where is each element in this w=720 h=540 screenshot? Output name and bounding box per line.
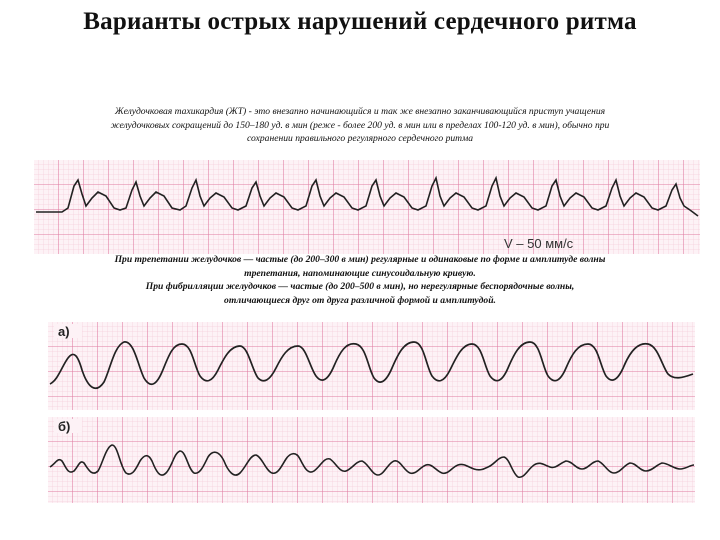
ecg-flutter-svg bbox=[48, 322, 695, 410]
vt-description-line: желудочковых сокращений до 150–180 уд. в мин (реже - более 200 уд. в мин или в пределах 100-120 уд. в мин), обычно при bbox=[110, 119, 610, 131]
speed-label: V – 50 мм/с bbox=[504, 236, 574, 251]
flutter-description-line: трепетания, напоминающие синусоидальную кривую. bbox=[244, 267, 476, 279]
ecg-strip-fibrillation bbox=[48, 417, 695, 503]
ecg-strip-flutter bbox=[48, 322, 695, 410]
ecg-fibrillation-svg bbox=[48, 417, 695, 503]
fibrillation-description-line: При фибрилляции желудочков — частые (до 200–500 в мин), но нерегулярные беспорядочные волны, bbox=[145, 281, 575, 292]
grid bbox=[48, 322, 695, 410]
ecg-strip-vt bbox=[34, 160, 700, 254]
flutter-description-line: При трепетании желудочков — частые (до 200–300 в мин) регулярные и одинаковые по форме и амплитуде волны bbox=[114, 254, 606, 265]
fibrillation-description-line: отличающиеся друг от друга различной формой и амплитудой. bbox=[224, 294, 496, 306]
grid bbox=[34, 160, 700, 254]
strip-label: б) bbox=[58, 419, 71, 434]
page-title: Варианты острых нарушений сердечного ритма bbox=[83, 8, 637, 35]
vt-description-line: сохранении правильного регулярного сердечного ритма bbox=[246, 133, 474, 144]
grid bbox=[48, 417, 695, 503]
strip-label: а) bbox=[58, 324, 70, 339]
ecg-vt-svg bbox=[34, 160, 700, 254]
flutter-fibrillation-description bbox=[18, 253, 702, 307]
vt-description-line: Желудочковая тахикардия (ЖТ) - это внезапно начинающийся и так же внезапно заканчивающийся приступ учащения bbox=[114, 106, 606, 117]
vt-description bbox=[18, 105, 702, 146]
